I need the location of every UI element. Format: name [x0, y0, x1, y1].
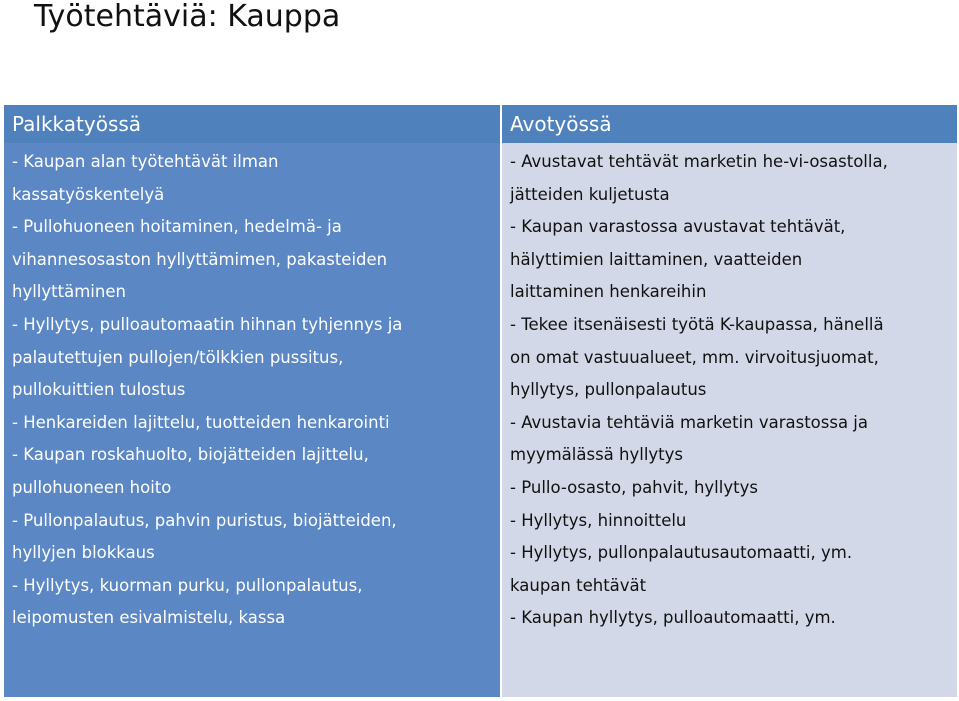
list-item: - Avustavia tehtäviä marketin varastossa ja myymälässä hyllytys: [510, 412, 869, 465]
avotyossa-header: [502, 105, 957, 143]
avotyossa-task-list: [510, 146, 888, 635]
list-item: - Kaupan roskahuolto, biojätteiden lajittelu, pullohuoneen hoito: [12, 445, 369, 497]
list-item: - Tekee itsenäisesti työtä K-kaupassa, hänellä on omat vastuualueet, mm. virvoitusjuomat, hyllytys, pullonpalautus: [510, 314, 884, 400]
palkkatyossa-column: [4, 105, 500, 697]
list-item: - Pullo-osasto, pahvit, hyllytys: [510, 477, 758, 497]
list-item: - Hyllytys, pullonpalautusautomaatti, ym. kaupan tehtävät: [510, 543, 853, 595]
avotyossa-column: [502, 105, 957, 697]
list-item: - Hyllytys, hinnoittelu: [510, 510, 687, 530]
list-item: - Kaupan alan työtehtävät ilman kassatyöskentelyä: [12, 152, 279, 204]
palkkatyossa-header: [4, 105, 500, 143]
avotyossa-header-label: Avotyössä: [510, 112, 612, 136]
list-item: - Hyllytys, pulloautomaatin hihnan tyhjennys ja palautettujen pullojen/tölkkien pussitus, pullokuittien tulostus: [12, 314, 403, 400]
slide-title: Työtehtäviä: Kauppa: [34, 0, 341, 34]
list-item: - Kaupan hyllytys, pulloautomaatti, ym.: [510, 608, 836, 628]
list-item: - Henkareiden lajittelu, tuotteiden henkarointi: [12, 412, 390, 432]
palkkatyossa-task-list: [12, 146, 402, 635]
list-item: - Avustavat tehtävät marketin he-vi-osastolla, jätteiden kuljetusta: [510, 152, 888, 204]
palkkatyossa-header-label: Palkkatyössä: [12, 112, 142, 136]
list-item: - Pullonpalautus, pahvin puristus, biojätteiden, hyllyjen blokkaus: [12, 510, 397, 563]
list-item: - Pullohuoneen hoitaminen, hedelmä- ja vihannesosaston hyllyttämimen, pakasteiden hyllyttäminen: [12, 217, 388, 302]
list-item: - Hyllytys, kuorman purku, pullonpalautus, leipomusten esivalmistelu, kassa: [12, 575, 363, 628]
list-item: - Kaupan varastossa avustavat tehtävät, hälyttimien laittaminen, vaatteiden laittaminen henkareihin: [510, 217, 846, 302]
